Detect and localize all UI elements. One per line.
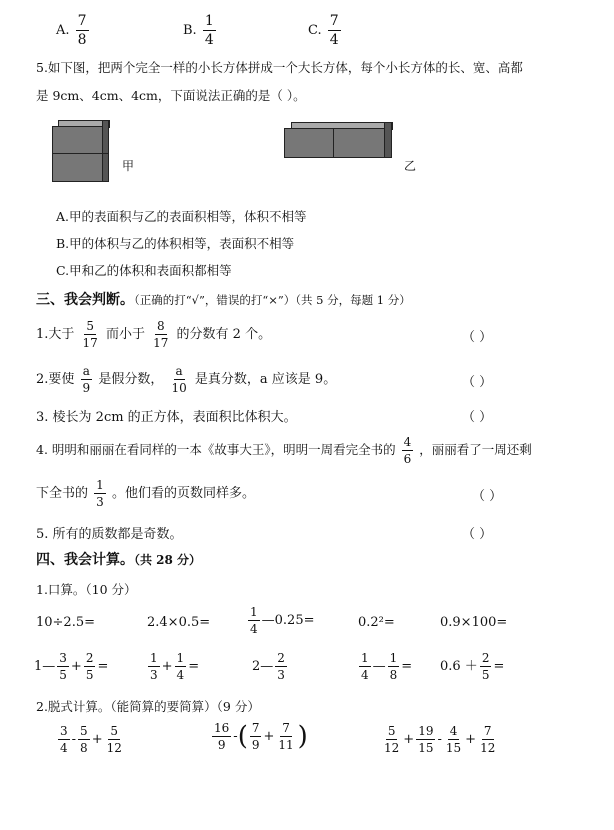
oral-7: $\frac{1}{3}$ + $\frac{1}{4}$ = <box>150 651 200 682</box>
oral-2: 2.4×0.5= <box>147 615 211 630</box>
judge-q4-line1: 4. 明明和丽丽在看同样的一本《故事大王》，明明一周看完全书的 $\frac{4}{6}$ ，丽丽看了一周还剩 <box>36 435 532 466</box>
judge-q1: 1.大于 $\frac{5}{17}$ 而小于 $\frac{8}{17}$ 的分数有 2 个。 <box>36 319 272 350</box>
fraction: $\frac{a}{10}$ <box>171 364 187 395</box>
fraction: $\frac{2}{5}$ <box>481 651 490 682</box>
section3-title: 三、我会判断。 <box>36 292 134 308</box>
section3-header <box>36 289 411 309</box>
fraction: $\frac{1}{4}$ <box>176 651 185 682</box>
step-expr-1: $\frac{3}{4}$ - $\frac{5}{8}$ + $\frac{5}{12}$ <box>60 724 122 755</box>
oral-6: 1— $\frac{3}{5}$ + $\frac{2}{5}$ = <box>34 651 109 682</box>
fraction: $\frac{1}{8}$ <box>389 651 398 682</box>
fraction: $\frac{1}{4}$ <box>361 651 369 682</box>
right-paren: ) <box>297 721 308 752</box>
fraction: $\frac{5}{8}$ <box>80 724 88 755</box>
judge-q2: 2.要使 $\frac{a}{9}$ 是假分数， $\frac{a}{10}$ 是真分数，a 应该是 9。 <box>36 364 337 395</box>
choice-c-fraction: $\frac{7}{4}$ <box>329 13 339 48</box>
choice-a <box>56 14 91 47</box>
fraction: $\frac{3}{4}$ <box>60 724 68 755</box>
step-expr-3: $\frac{5}{12}$ + $\frac{19}{15}$ - $\frac{4}{15}$ + $\frac{7}{12}$ <box>384 724 496 755</box>
label-yi: 乙 <box>404 159 417 173</box>
section4-title: 四、我会计算。 <box>36 552 134 568</box>
fraction: $\frac{3}{5}$ <box>59 651 67 682</box>
answer-bracket-5[interactable]: （ ） <box>462 527 493 542</box>
fraction: $\frac{4}{15}$ <box>445 724 462 755</box>
fraction: $\frac{1}{4}$ <box>250 605 258 636</box>
q5-option-b: B.甲的体积与乙的体积相等，表面积不相等 <box>56 236 295 251</box>
fraction: $\frac{2}{5}$ <box>85 651 94 682</box>
oral-9: $\frac{1}{4}$ — $\frac{1}{8}$ = <box>361 651 413 682</box>
left-paren: ( <box>237 721 248 752</box>
fraction: $\frac{5}{17}$ <box>82 319 98 350</box>
oral-3: $\frac{1}{4}$ —0.25= <box>250 605 315 636</box>
answer-bracket-4[interactable]: （ ） <box>472 489 503 504</box>
choice-a-fraction: $\frac{7}{8}$ <box>77 13 87 48</box>
q5-option-a: A.甲的表面积与乙的表面积相等，体积不相等 <box>56 209 307 224</box>
oral-8: 2— $\frac{2}{3}$ <box>252 651 285 682</box>
answer-bracket-3[interactable]: （ ） <box>462 410 493 425</box>
fraction: $\frac{1}{3}$ <box>96 478 104 509</box>
fraction: $\frac{7}{9}$ <box>251 721 260 752</box>
fraction: $\frac{1}{3}$ <box>150 651 158 682</box>
oral-5: 0.9×100= <box>440 615 508 630</box>
q5-option-c: C.甲和乙的体积和表面积都相等 <box>56 263 232 278</box>
fraction: $\frac{16}{9}$ <box>214 721 230 752</box>
judge-q5: 5. 所有的质数都是奇数。 <box>36 527 183 542</box>
fraction: $\frac{8}{17}$ <box>153 319 169 350</box>
oral-1: 10÷2.5= <box>36 615 96 630</box>
fraction: $\frac{5}{12}$ <box>106 724 122 755</box>
q5-line2: 是 9cm、4cm、4cm，下面说法正确的是（ ）。 <box>36 88 306 103</box>
oral-4: 0.2²= <box>358 615 395 630</box>
section4-header <box>36 549 201 569</box>
section4-score: （共 28 分） <box>134 553 202 567</box>
choice-c-label: C. <box>308 23 322 38</box>
choice-b <box>183 14 218 47</box>
judge-q3: 3. 棱长为 2cm 的正方体，表面积比体积大。 <box>36 410 297 425</box>
fraction: $\frac{7}{11}$ <box>278 721 294 752</box>
choice-c <box>308 14 343 47</box>
fraction: $\frac{2}{3}$ <box>277 651 285 682</box>
label-jia: 甲 <box>122 159 135 173</box>
oral-title: 1.口算。（10 分） <box>36 582 137 597</box>
section3-note: （正确的打“√”，错误的打“×”）（共 5 分，每题 1 分） <box>134 293 411 307</box>
step-expr-2: $\frac{16}{9}$ -( $\frac{7}{9}$ + $\frac{7}{11}$ ) <box>214 721 308 752</box>
answer-bracket-1[interactable]: （ ） <box>462 330 493 345</box>
choice-a-label: A. <box>56 23 70 38</box>
answer-bracket-2[interactable]: （ ） <box>462 375 493 390</box>
fraction: $\frac{5}{12}$ <box>384 724 400 755</box>
fraction: $\frac{4}{6}$ <box>403 435 412 466</box>
choice-b-label: B. <box>183 23 197 38</box>
fraction: $\frac{7}{12}$ <box>480 724 496 755</box>
choice-b-fraction: $\frac{1}{4}$ <box>204 13 214 48</box>
oral-10: 0.6 ＋ $\frac{2}{5}$ = <box>440 651 505 682</box>
judge-q4-line2: 下全书的 $\frac{1}{3}$ 。他们看的页数同样多。 <box>36 478 255 509</box>
q5-line1: 5.如下图，把两个完全一样的小长方体拼成一个大长方体，每个小长方体的长、宽、高都 <box>36 60 523 75</box>
fraction: $\frac{19}{15}$ <box>418 724 434 755</box>
fraction: $\frac{a}{9}$ <box>82 364 91 395</box>
step-title: 2.脱式计算。（能简算的要简算）（9 分） <box>36 699 260 714</box>
